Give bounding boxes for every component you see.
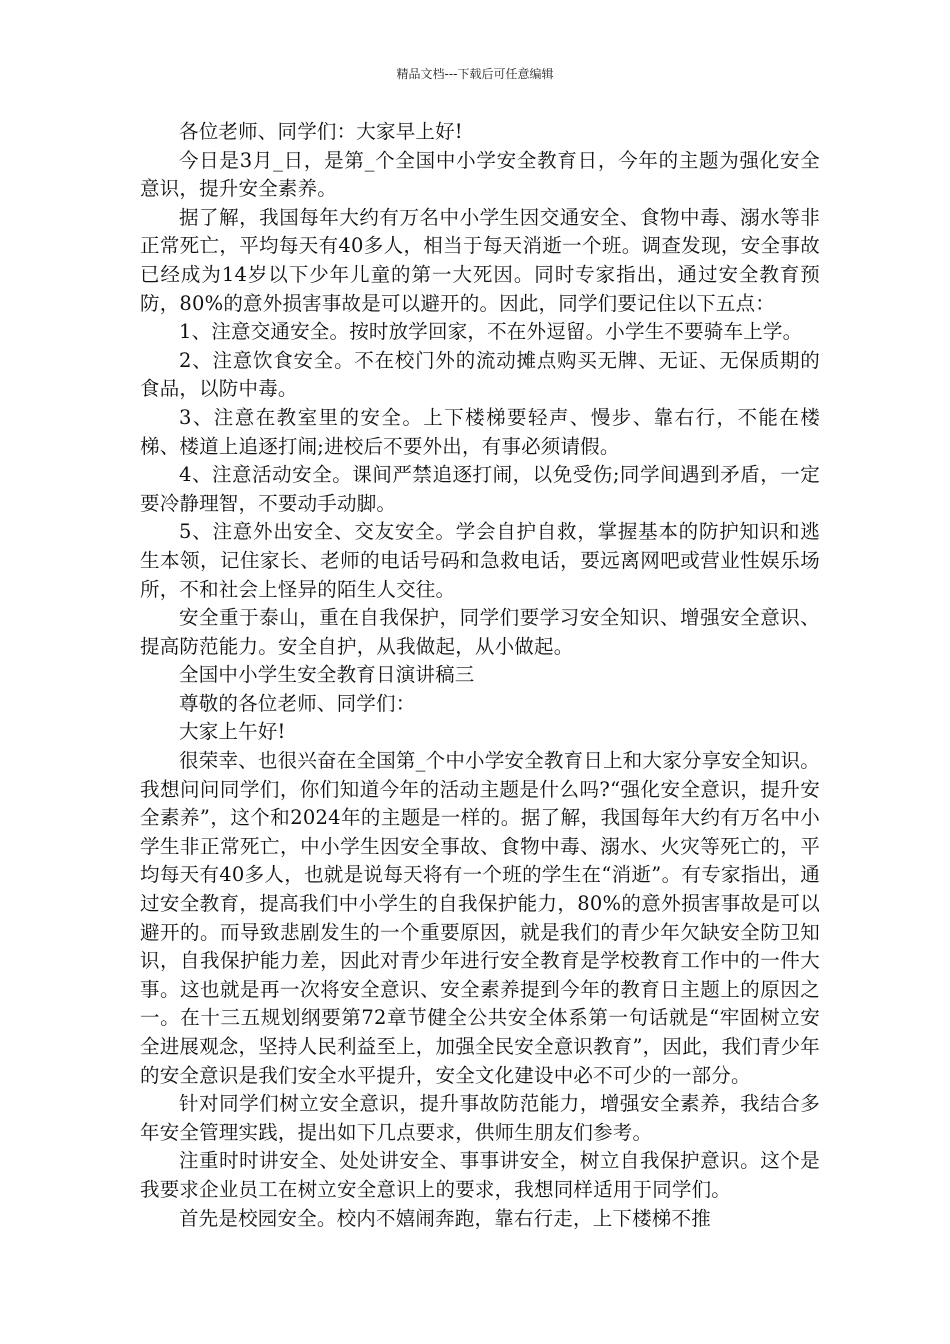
statistics-paragraph: 据了解，我国每年大约有万名中小学生因交通安全、食物中毒、溺水等非正常死亡，平均每天有40多人，相当于每天消逝一个班。调查发现，安全事故已经成为14岁以下少年儿童的第一大死因。同时专家指出，通过安全教育预防，80%的意外损害事故是可以避开的。因此，同学们要记住以下五点：	[140, 205, 820, 315]
point-1-paragraph: 1、注意交通安全。按时放学回家，不在外逗留。小学生不要骑车上学。	[179, 320, 803, 344]
section-title: 全国中小学生安全教育日演讲稿三	[179, 663, 475, 687]
closing-paragraph: 安全重于泰山，重在自我保护，同学们要学习安全知识、增强安全意识、提高防范能力。安全自护，从我做起，从小做起。	[140, 606, 820, 658]
point-4-paragraph: 4、注意活动安全。课间严禁追逐打闹，以免受伤;同学间遇到矛盾，一定要冷静理智，不要动手动脚。	[140, 463, 820, 515]
requirements-intro-paragraph: 针对同学们树立安全意识，提升事故防范能力，增强安全素养，我结合多年安全管理实践，提出如下几点要求，供师生朋友们参考。	[140, 1092, 820, 1144]
document-body	[140, 118, 820, 1233]
greeting-paragraph: 各位老师、同学们：大家早上好!	[179, 120, 463, 143]
page-header: 精品文档---下载后可任意编辑	[396, 67, 554, 81]
point-5-paragraph: 5、注意外出安全、交友安全。学会自护自救，掌握基本的防护知识和逃生本领，记住家长、老师的电话号码和急救电话，要远离网吧或营业性娱乐场所，不和社会上怪异的陌生人交往。	[140, 520, 820, 601]
point-3-paragraph: 3、注意在教室里的安全。上下楼梯要轻声、慢步、靠右行，不能在楼梯、楼道上追逐打闹;进校后不要外出，有事必须请假。	[140, 405, 820, 458]
greeting-paragraph-2: 大家上午好!	[179, 720, 286, 744]
safety-awareness-paragraph: 注重时时讲安全、处处讲安全、事事讲安全，树立自我保护意识。这个是我要求企业员工在树立安全意识上的要求，我想同样适用于同学们。	[140, 1149, 820, 1201]
intro-paragraph: 今日是3月_日，是第_个全国中小学安全教育日，今年的主题为强化安全意识，提升安全素养。	[140, 148, 820, 201]
point-2-paragraph: 2、注意饮食安全。不在校门外的流动摊点购买无牌、无证、无保质期的食品，以防中毒。	[140, 348, 820, 401]
salutation-paragraph: 尊敬的各位老师、同学们：	[179, 691, 416, 715]
campus-safety-paragraph: 首先是校园安全。校内不嬉闹奔跑，靠右行走，上下楼梯不推	[179, 1206, 711, 1230]
speech-body-paragraph: 很荣幸、也很兴奋在全国第_个中小学安全教育日上和大家分享安全知识。我想问问同学们，你们知道今年的活动主题是什么吗?“强化安全意识，提升安全素养”，这个和2024年的主题是一样的。据了解，我国每年大约有万名中小学生非正常死亡，中小学生因安全事故、食物中毒、溺水、火灾等死亡的，平均每天有40多人，也就是说每天将有一个班的学生在“消逝”。有专家指出，通过安全教育，提高我们中小学生的自我保护能力，80%的意外损害事故是可以避开的。而导致悲剧发生的一个重要原因，就是我们的青少年欠缺安全防卫知识，自我保护能力差，因此对青少年进行安全教育是学校教育工作中的一件大事。这也就是再一次将安全意识、安全素养提到今年的教育日主题上的原因之一。在十三五规划纲要第72章节健全公共安全体系第一句话就是“牢固树立安全进展观念，坚持人民利益至上，加强全民安全意识教育”，因此，我们青少年的安全意识是我们安全水平提升，安全文化建设中必不可少的一部分。	[140, 749, 820, 1087]
